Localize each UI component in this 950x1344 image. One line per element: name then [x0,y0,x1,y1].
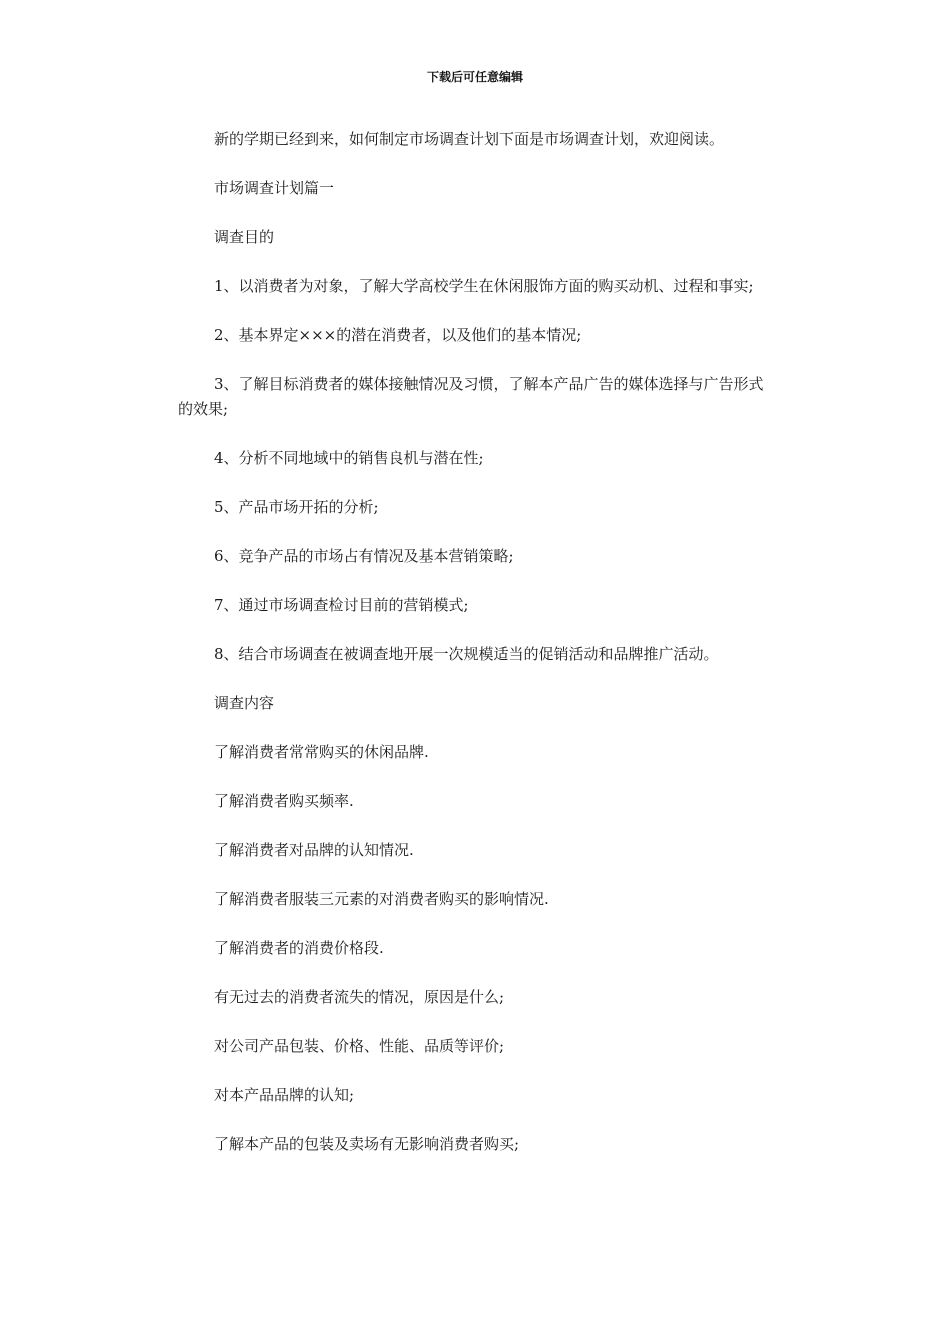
content-item: 了解消费者常常购买的休闲品牌. [214,742,429,761]
list-item: 5、产品市场开拓的分析; [214,497,379,516]
list-item: 8、结合市场调查在被调查地开展一次规模适当的促销活动和品牌推广活动。 [214,644,719,663]
content-item: 了解本产品的包装及卖场有无影响消费者购买; [214,1134,520,1153]
list-item: 1、以消费者为对象，了解大学高校学生在休闲服饰方面的购买动机、过程和事实; [214,277,754,295]
list-item: 2、基本界定×××的潜在消费者，以及他们的基本情况; [214,326,582,344]
content-item: 了解消费者的消费价格段. [214,938,384,957]
page-header: 下载后可任意编辑 [426,70,523,84]
list-item: 4、分析不同地域中的销售良机与潜在性; [214,448,484,467]
section-title: 市场调查计划篇一 [214,179,335,197]
content-item: 对公司产品包装、价格、性能、品质等评价; [214,1036,505,1055]
content-item: 对本产品品牌的认知; [214,1085,355,1104]
list-item: 3、了解目标消费者的媒体接触情况及习惯，了解本产品广告的媒体选择与广告形式的效果; [178,375,764,418]
subheading-content: 调查内容 [214,693,275,712]
content-item: 了解消费者购买频率. [214,791,354,810]
content-item: 了解消费者对品牌的认知情况. [214,840,414,859]
content-item: 有无过去的消费者流失的情况，原因是什么; [214,987,505,1006]
subheading-purpose: 调查目的 [214,228,275,246]
intro-paragraph: 新的学期已经到来，如何制定市场调查计划下面是市场调查计划，欢迎阅读。 [214,130,725,148]
content-item: 了解消费者服装三元素的对消费者购买的影响情况. [214,889,549,908]
list-item: 6、竞争产品的市场占有情况及基本营销策略; [214,546,514,565]
document-body [178,127,778,1181]
list-item: 7、通过市场调查检讨目前的营销模式; [214,595,469,614]
